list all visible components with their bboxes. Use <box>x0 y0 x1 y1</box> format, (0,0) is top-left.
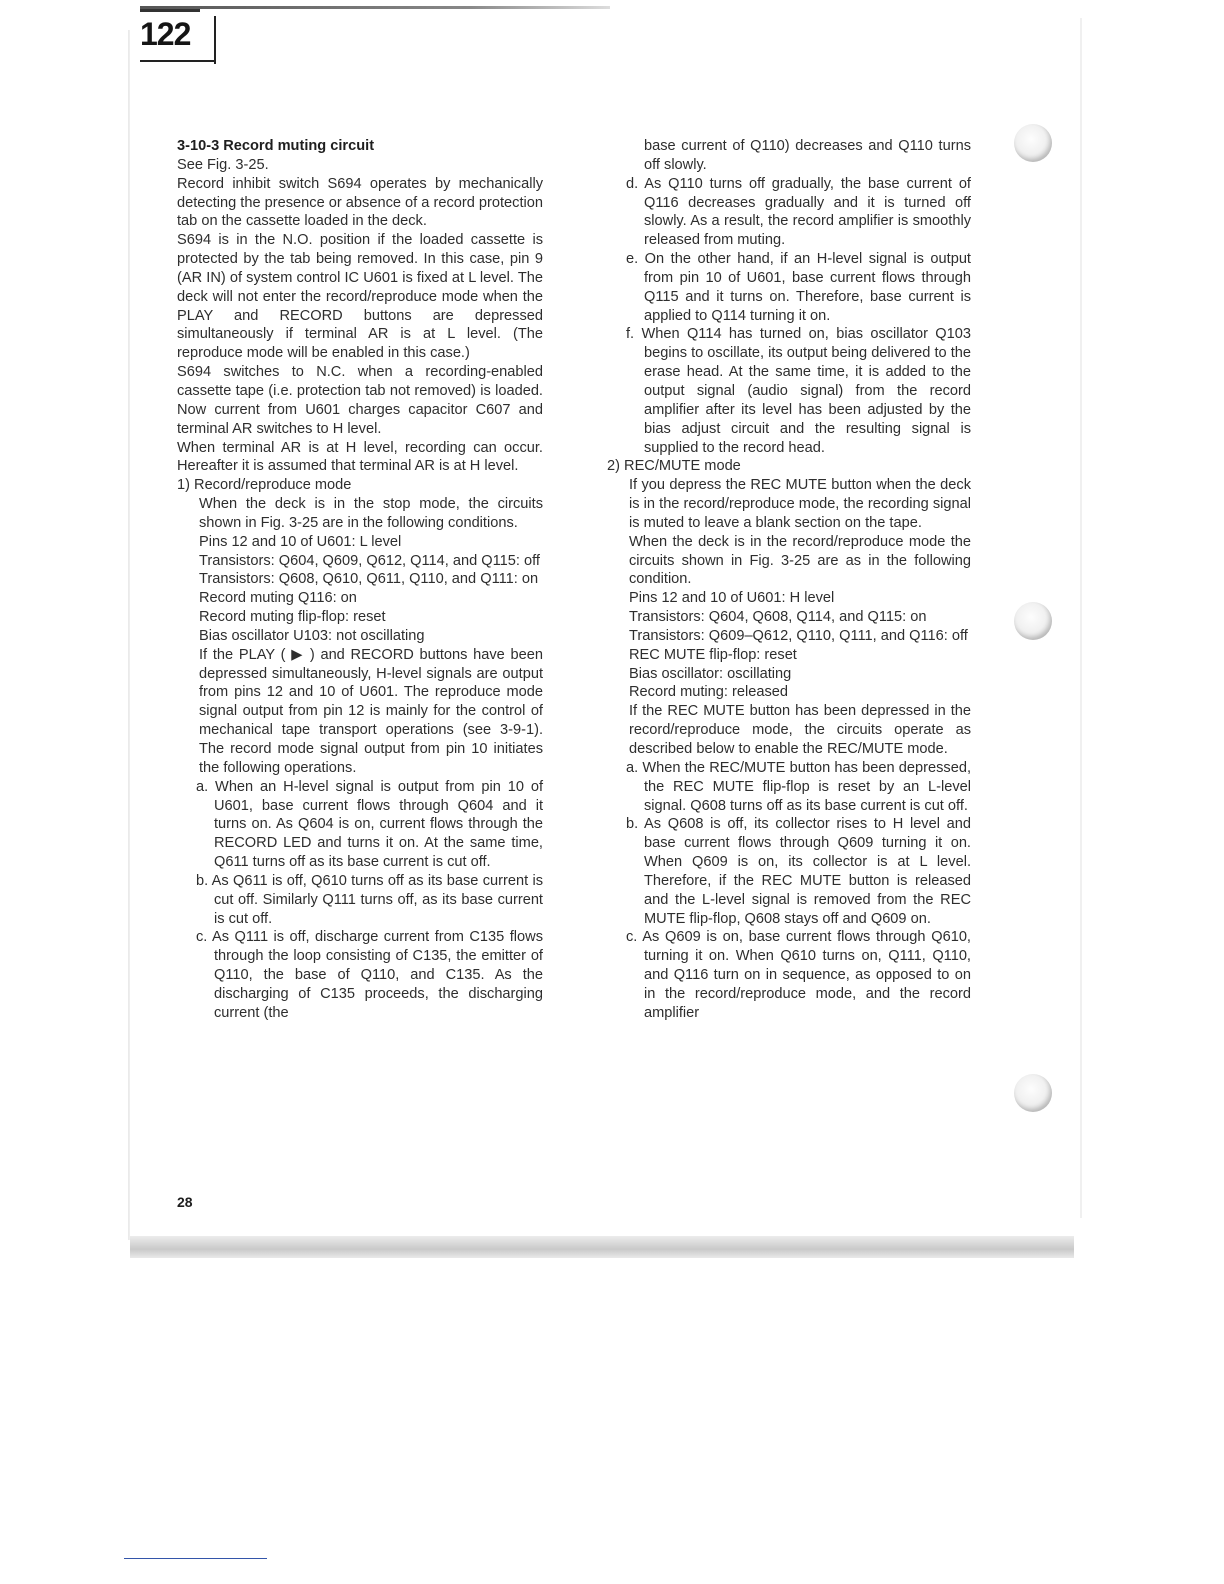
top-rule <box>140 6 610 9</box>
paragraph: Record inhibit switch S694 operates by mechanically detecting the presence or absence of a record protection tab on the cassette loaded in the deck. <box>177 175 543 230</box>
list-item: d. As Q110 turns off gradually, the base current of Q116 decreases gradually and it is turned off slowly. As a result, the record amplifier is smoothly released from muting. <box>626 175 971 249</box>
paragraph: If the PLAY ( ▶ ) and RECORD buttons have been depressed simultaneously, H-level signals are output from pins 12 and 10 of U601. The reproduce mode signal output from pin 12 is mainly for the control of mechanical tape transport operations (see 3-9-1). The record mode signal output from pin 10 initiates the following operations. <box>199 646 543 776</box>
condition-line: Transistors: Q608, Q610, Q611, Q110, and Q111: on <box>199 571 539 588</box>
subsection-title: 1) Record/reproduce mode <box>177 477 352 494</box>
binder-hole-top <box>1014 124 1052 162</box>
top-rule-thick <box>140 9 200 12</box>
condition-line: Record muting flip-flop: reset <box>199 609 386 626</box>
badge-underline <box>140 60 216 62</box>
condition-line: Transistors: Q604, Q609, Q612, Q114, and Q115: off <box>199 552 540 569</box>
paragraph: S694 switches to N.C. when a recording-enabled cassette tape (i.e. protection tab not removed) is loaded. Now current from U601 charges capacitor C607 and terminal AR switches to H level. <box>177 364 543 437</box>
right-column <box>607 137 971 1023</box>
paragraph: When the deck is in the record/reproduce mode the circuits shown in Fig. 3-25 are as in the following condition. <box>629 533 971 588</box>
list-item: a. When the REC/MUTE button has been depressed, the REC MUTE flip-flop is reset by an L-level signal. Q608 turns off as its base current is cut off. <box>626 759 971 814</box>
page-badge: 122 <box>140 16 191 52</box>
subsection-title: 2) REC/MUTE mode <box>607 458 741 475</box>
see-fig-ref: See Fig. 3-25. <box>177 156 269 173</box>
condition-line: Record muting Q116: on <box>199 590 357 607</box>
left-column <box>177 137 543 1023</box>
page-number: 28 <box>177 1194 193 1210</box>
page-right-edge <box>1080 18 1082 1218</box>
condition-line: Transistors: Q604, Q608, Q114, and Q115: on <box>629 609 927 626</box>
list-item: c. As Q111 is off, discharge current from C135 flows through the loop consisting of C135, the emitter of Q110, the base of Q110, and C135. As the discharging of C135 proceeds, the discharging current (the <box>196 929 543 1021</box>
condition-line: Transistors: Q609–Q612, Q110, Q111, and Q116: off <box>629 627 968 644</box>
section-heading: 3-10-3 Record muting circuit <box>177 138 375 154</box>
paragraph: When terminal AR is at H level, recording can occur. Hereafter it is assumed that terminal AR is at H level. <box>177 439 543 475</box>
list-item: b. As Q608 is off, its collector rises to H level and base current flows through Q609 turning it on. When Q609 is on, its collector is at L level. Therefore, if the REC MUTE button is released and the L-level signal is removed from the REC MUTE flip-flop, Q608 stays off and Q609 on. <box>626 816 971 927</box>
paragraph: If the REC MUTE button has been depressed in the record/reproduce mode, the circuits operate as described below to enable the REC/MUTE mode. <box>629 703 971 757</box>
viewer-link-underline <box>124 1558 267 1559</box>
condition-line: Pins 12 and 10 of U601: L level <box>199 533 402 550</box>
condition-line: Bias oscillator: oscillating <box>629 665 792 682</box>
binder-hole-middle <box>1014 602 1052 640</box>
condition-line: REC MUTE flip-flop: reset <box>629 646 797 663</box>
paragraph: If you depress the REC MUTE button when the deck is in the record/reproduce mode, the recording signal is muted to leave a blank section on the tape. <box>629 477 971 531</box>
list-item: b. As Q611 is off, Q610 turns off as its base current is cut off. Similarly Q111 turns off, as its base current is cut off. <box>196 872 543 927</box>
condition-line: Record muting: released <box>629 684 788 701</box>
condition-line: Pins 12 and 10 of U601: H level <box>629 590 835 607</box>
binder-hole-bottom <box>1014 1074 1052 1112</box>
list-item: c. As Q609 is on, base current flows through Q610, turning it on. When Q610 turns on, Q111, Q110, and Q116 turn on in sequence, as opposed to on in the record/reproduce mode, and the record amplifier <box>626 929 971 1021</box>
list-item: f. When Q114 has turned on, bias oscillator Q103 begins to oscillate, its output being delivered to the erase head. At the same time, it is added to the output signal (audio signal) from the record amplifier after its level has been adjusted by the bias adjust circuit and the resulting signal is supplied to the record head. <box>626 326 971 456</box>
paragraph: S694 is in the N.O. position if the loaded cassette is protected by the tab being removed. In this case, pin 9 (AR IN) of system control IC U601 is fixed at L level. The deck will not enter the record/reproduce mode when the PLAY and RECORD buttons are depressed simultaneously if terminal AR is at L level. (The reproduce mode will be enabled in this case.) <box>177 232 543 362</box>
list-item: a. When an H-level signal is output from pin 10 of U601, base current flows through Q604 and it turns on. As Q604 is on, current flows through the RECORD LED and turns it on. At the same time, Q611 turns off as its base current is cut off. <box>196 778 543 871</box>
badge-divider <box>214 16 216 64</box>
page-shadow-bottom <box>130 1236 1074 1258</box>
list-item: e. On the other hand, if an H-level signal is output from pin 10 of U601, base current flows through Q115 and it turns on. Therefore, base current is applied to Q114 turning it on. <box>626 251 971 324</box>
continued-text: base current of Q110) decreases and Q110 turns off slowly. <box>644 138 971 173</box>
paragraph: When the deck is in the stop mode, the circuits shown in Fig. 3-25 are in the following conditions. <box>199 496 543 531</box>
condition-line: Bias oscillator U103: not oscillating <box>199 627 425 644</box>
